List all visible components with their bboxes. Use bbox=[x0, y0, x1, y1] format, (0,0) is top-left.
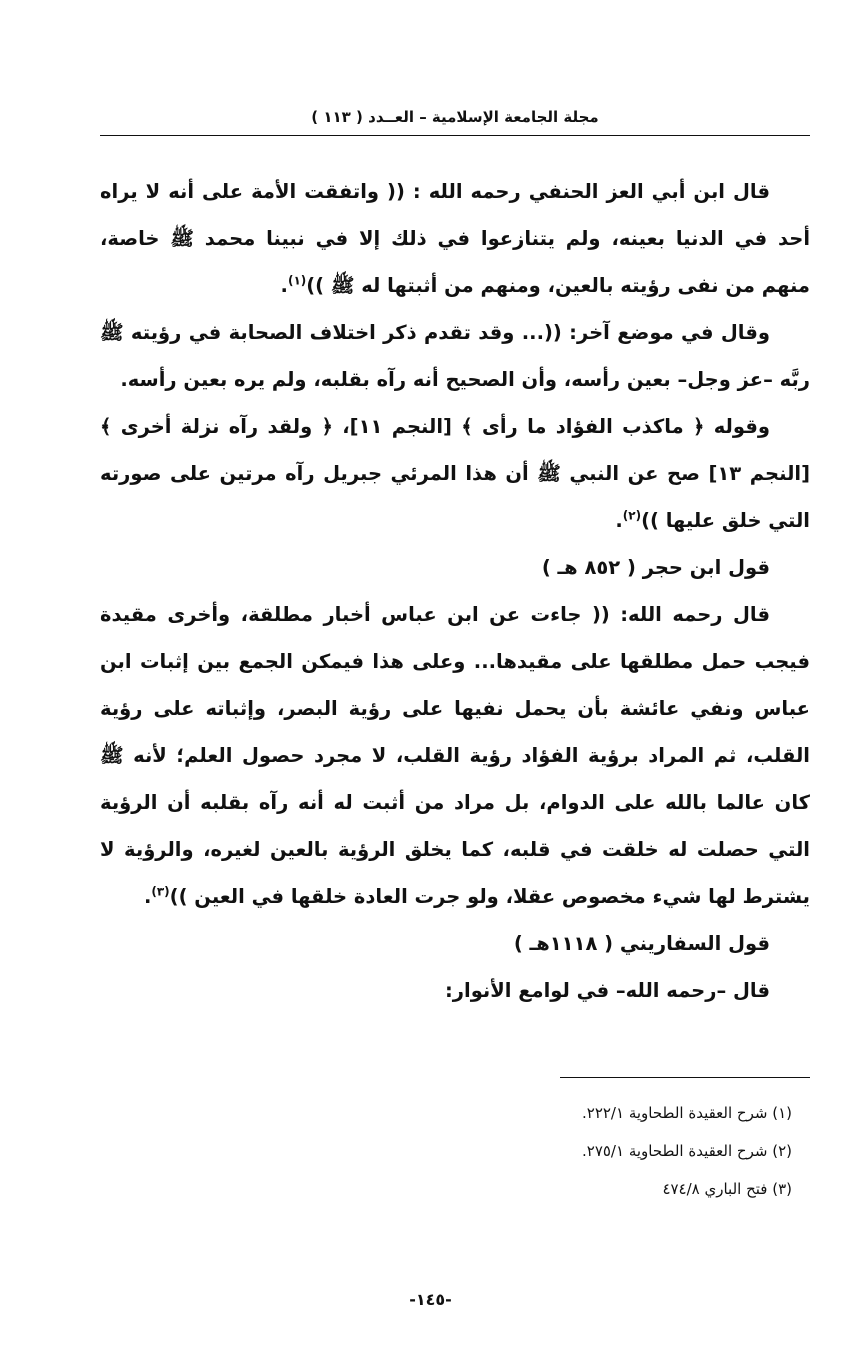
paragraph-another-place bbox=[100, 309, 810, 403]
header-rule bbox=[100, 135, 810, 136]
running-header: مجلة الجامعة الإسلامية – العــدد ( ١١٣ ) bbox=[311, 108, 599, 126]
footnote-marker-2[interactable]: (٢) bbox=[622, 508, 642, 523]
footnote-3: (٣) فتح الباري ٤٧٤/٨ bbox=[662, 1180, 792, 1198]
footnote-separator bbox=[560, 1077, 810, 1078]
section-heading-ibn-hajar: قول ابن حجر ( ٨٥٢ هـ ) bbox=[541, 556, 770, 579]
footnote-marker-3[interactable]: (٣) bbox=[151, 884, 170, 899]
main-text bbox=[100, 168, 810, 1014]
paragraph-tail: . bbox=[143, 885, 152, 908]
paragraph-text: قال رحمه الله: (( جاءت عن ابن عباس أخبار مطلقة، وأخرى مقيدة فيجب حمل مطلقها على مقيدها... وعلى هذا فيمكن الجمع بين إثبات ابن عباس ونفي عائشة بأن يحمل نفيها على رؤية البصر، وإثباته على رؤية القلب، ثم المراد برؤية الفؤاد رؤية القلب، لا مجرد حصول العلم؛ لأنه ﷺ كان عالما بالله على الدوام، بل مراد من أثبت له أنه رآه بقلبه أن الرؤية التي حصلت له خلقت في قلبه، كما يخلق الرؤية بالعين لغيره، والرؤية لا يشترط لها شيء مخصوص عقلا، ولو جرت العادة خلقها في العين )) bbox=[100, 603, 810, 908]
footnote-marker-1[interactable]: (١) bbox=[287, 273, 307, 288]
paragraph-tail: . bbox=[280, 274, 288, 297]
paragraph-ibn-abi-al-izz bbox=[100, 168, 810, 309]
paragraph-text: وقال في موضع آخر: ((... وقد تقدم ذكر اختلاف الصحابة في رؤيته ﷺ ربَّه –عز وجل– بعين رأسه، وأن الصحيح أنه رآه بقلبه، ولم يره بعين رأسه. bbox=[100, 321, 810, 391]
footnotes bbox=[100, 1094, 810, 1208]
page-number: -١٤٥- bbox=[409, 1290, 452, 1309]
paragraph-quran-verses bbox=[100, 403, 810, 544]
paragraph-lawami-al-anwar: قال –رحمه الله– في لوامع الأنوار: bbox=[444, 979, 770, 1002]
section-heading-al-saffarini: قول السفاريني ( ١١١٨هـ ) bbox=[513, 932, 770, 955]
footnote-1: (١) شرح العقيدة الطحاوية ٢٢٢/١. bbox=[581, 1104, 792, 1122]
paragraph-ibn-hajar-quote bbox=[100, 591, 810, 920]
footnote-2: (٢) شرح العقيدة الطحاوية ٢٧٥/١. bbox=[581, 1142, 792, 1160]
paragraph-text: وقوله ﴿ ماكذب الفؤاد ما رأى ﴾ [النجم ١١]، ﴿ ولقد رآه نزلة أخرى ﴾ [النجم ١٣] صح عن النبي ﷺ أن هذا المرئي جبريل رآه مرتين على صورته التي خلق عليها )) bbox=[100, 415, 810, 532]
paragraph-tail: . bbox=[615, 509, 623, 532]
paragraph-text: قال ابن أبي العز الحنفي رحمه الله : (( واتفقت الأمة على أنه لا يراه أحد في الدنيا بعينه، ولم يتنازعوا في ذلك إلا في نبينا محمد ﷺ خاصة، منهم من نفى رؤيته بالعين، ومنهم من أثبتها له ﷺ )) bbox=[100, 180, 810, 297]
